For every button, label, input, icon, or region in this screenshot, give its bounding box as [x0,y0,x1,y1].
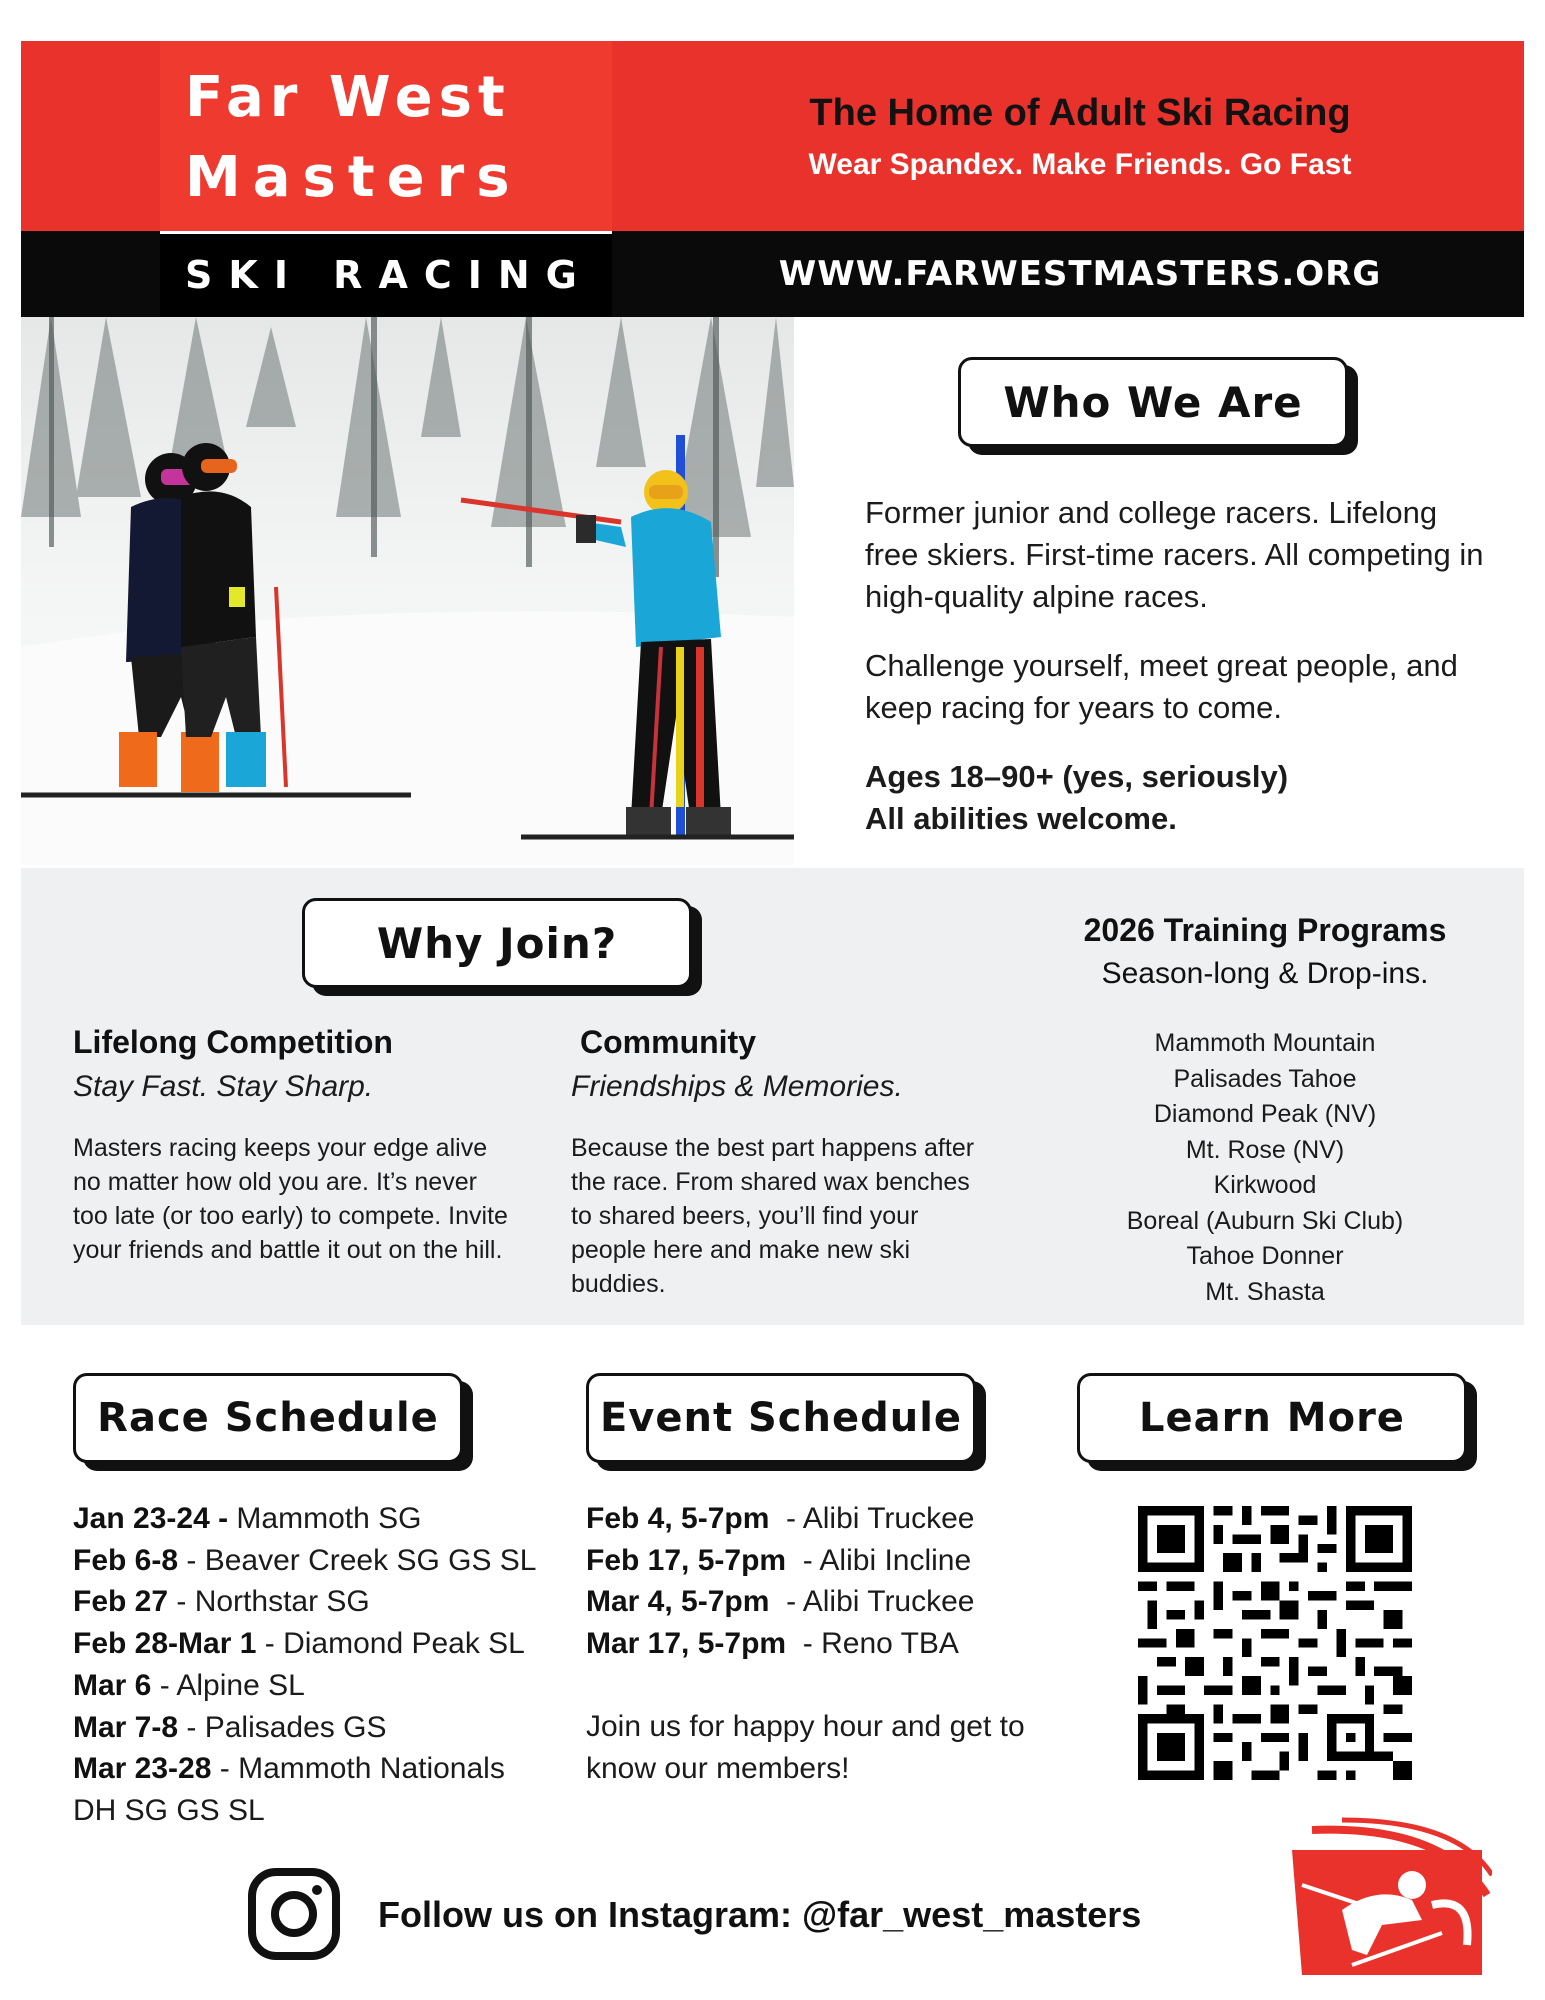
competition-subtitle: Stay Fast. Stay Sharp. [73,1070,374,1103]
race-schedule-list [73,1498,537,1832]
website-link[interactable]: WWW.FARWESTMASTERS.ORG [778,254,1382,294]
photo-illustration [21,317,794,865]
race-item [73,1581,537,1623]
race-detail: - Alpine SL [151,1668,305,1702]
abilities-line: All abilities welcome. [865,801,1177,836]
race-detail: DH SG GS SL [73,1793,265,1827]
community-body: Because the best part happens after the race. From shared wax benches to shared beers, you’ll find your people here and make new ski buddies. [571,1134,975,1298]
training-location: Kirkwood [1213,1171,1317,1199]
training-location: Boreal (Auburn Ski Club) [1126,1206,1404,1235]
slogan: Wear Spandex. Make Friends. Go Fast [808,148,1352,181]
event-schedule-heading: Event Schedule [586,1373,976,1463]
event-item [586,1623,974,1665]
training-title: 2026 Training Programs [1083,912,1447,948]
race-date: Feb 27 [73,1585,169,1619]
training-subtitle: Season-long & Drop-ins. [1101,957,1429,990]
race-item [73,1790,537,1832]
race-item [73,1540,537,1582]
event-date: Feb 4, 5-7pm [586,1502,770,1535]
skier-logo-icon [1282,1815,1492,1985]
race-detail: Mammoth SG [228,1502,422,1535]
ski-racers-photo [21,317,794,865]
community-subtitle: Friendships & Memories. [571,1070,903,1103]
who-we-are-heading: Who We Are [958,357,1348,447]
race-item [73,1623,537,1665]
race-date: Jan 23-24 - [73,1502,229,1535]
who-paragraph-2: Challenge yourself, meet great people, and keep racing for years to come. [865,648,1458,725]
event-item [586,1540,974,1582]
race-date: Mar 23-28 [73,1752,212,1786]
training-location: Palisades Tahoe [1173,1064,1357,1093]
tagline: The Home of Adult Ski Racing [809,92,1351,134]
race-date: Feb 28-Mar 1 [73,1627,257,1661]
training-location: Mt. Rose (NV) [1185,1135,1345,1164]
event-schedule-list [586,1498,974,1665]
event-item [586,1581,974,1623]
competition-title: Lifelong Competition [73,1024,393,1060]
learn-more-heading: Learn More [1077,1373,1467,1463]
training-locations [1040,1026,1490,1310]
race-item [73,1748,537,1790]
race-detail: - Palisades GS [178,1710,387,1744]
race-detail: - Beaver Creek SG GS SL [178,1543,537,1577]
race-detail: - Mammoth Nationals [211,1752,505,1786]
training-location: Diamond Peak (NV) [1153,1100,1377,1128]
race-schedule-heading: Race Schedule [73,1373,463,1463]
brand-name-ski-racing: SKI RACING [185,253,593,297]
qr-code-icon[interactable] [1138,1506,1412,1780]
event-date: Mar 17, 5-7pm [586,1627,787,1661]
ages-line: Ages 18–90+ (yes, seriously) [865,759,1289,794]
training-location: Mammoth Mountain [1154,1029,1376,1057]
event-detail: - Reno TBA [786,1627,959,1661]
event-item [586,1498,974,1540]
who-paragraph-1: Former junior and college racers. Lifelong free skiers. First-time racers. All competing in high-quality alpine races. [865,495,1484,614]
race-item [73,1498,537,1540]
race-detail: - Diamond Peak SL [256,1627,525,1661]
race-item [73,1665,537,1707]
instagram-handle[interactable]: Follow us on Instagram: @far_west_masters [378,1894,1142,1935]
community-title: Community [580,1024,756,1060]
race-item [73,1707,537,1749]
event-detail: - Alibi Truckee [769,1585,975,1619]
event-note: Join us for happy hour and get to know our members! [586,1710,1025,1785]
event-date: Feb 17, 5-7pm [586,1543,787,1577]
race-detail: - Northstar SG [168,1585,370,1619]
event-detail: - Alibi Incline [786,1543,972,1577]
event-date: Mar 4, 5-7pm [586,1585,770,1619]
race-date: Feb 6-8 [73,1543,179,1577]
event-detail: - Alibi Truckee [769,1502,975,1535]
brand-name-line1: Far West [185,65,511,130]
race-date: Mar 7-8 [73,1710,179,1744]
training-location: Tahoe Donner [1186,1242,1344,1270]
race-date: Mar 6 [73,1668,152,1702]
why-join-heading: Why Join? [302,898,692,988]
brand-name-line2: Masters [185,145,522,210]
training-location: Mt. Shasta [1205,1277,1325,1306]
competition-body: Masters racing keeps your edge alive no matter how old you are. It’s never too late (or too early) to compete. Invite your friends and battle it out on the hill. [73,1134,508,1264]
who-paragraph-3 [865,756,1495,840]
instagram-icon[interactable] [248,1868,340,1960]
